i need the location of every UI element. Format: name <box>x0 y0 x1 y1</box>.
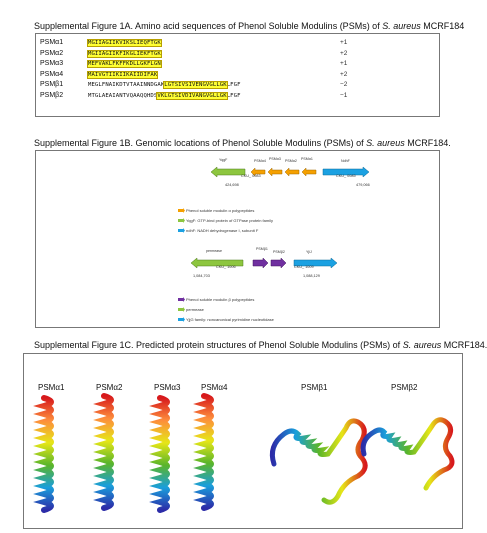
net-charge: +1 <box>340 39 348 46</box>
fig1c-caption-species: S. aureus <box>402 340 442 350</box>
legend-text: Phenol soluble modulin α polypeptides <box>186 208 255 213</box>
sequence-highlight: LGTSIVSIVENGVGLLGK <box>164 82 227 88</box>
legend-item <box>186 228 258 233</box>
psm-name: PSMα1 <box>40 39 64 46</box>
psm-beta2-arrow <box>271 258 286 268</box>
psm-alpha3-arrow <box>268 168 282 176</box>
sequence-highlight: VKLGTSIVDIVANGVGLLGK <box>157 92 227 99</box>
fig1a-caption <box>34 21 464 31</box>
sequence-highlight: MGIIAGIIKFIKGLIEKFTGK <box>88 50 161 57</box>
locus1-gene-label-psma2: PSMα2 <box>285 159 297 163</box>
fig1b-caption-suffix: MCRF184. <box>404 138 451 148</box>
locus2-gene-label-permease: permease <box>206 249 222 253</box>
net-charge: −2 <box>340 81 348 88</box>
fig1a-caption-prefix: Supplemental Figure 1A. Amino acid sequences of Phenol Soluble Modulins (PSMs) of <box>34 21 383 31</box>
net-charge: +2 <box>340 49 348 57</box>
protein-structures <box>24 354 464 530</box>
amino-acid-sequence <box>88 49 161 59</box>
locus1-right-tag: CKU_ 0085 <box>336 174 356 178</box>
fig1c-caption-prefix: Supplemental Figure 1C. Predicted protein structures of Phenol Soluble Modulins (PSMs) of <box>34 340 403 350</box>
locus2-end: 1,088,129 <box>303 274 320 278</box>
psmb1-structure <box>272 421 365 502</box>
locus1-left-tag: CKU_ 0083 <box>241 174 261 178</box>
legend-item <box>186 218 273 223</box>
net-charge: −1 <box>340 91 348 99</box>
locus1-end: 479,066 <box>356 183 370 187</box>
locus2-start: 1,084,703 <box>193 274 210 278</box>
legend-text: permease <box>186 307 204 312</box>
psm-name: PSMα4 <box>40 70 64 78</box>
fig1b-panel <box>35 150 440 328</box>
legend-item <box>186 208 254 213</box>
psm-name: PSMα3 <box>40 60 64 67</box>
structure-label-psmb2: PSMβ2 <box>391 383 418 392</box>
locus2-gene-label-yjij: YjiJ <box>306 250 312 254</box>
psma2-helix <box>104 396 111 508</box>
locus2-right-tag: CKU_ 1009 <box>294 265 314 269</box>
structure-label-psmb1: PSMβ1 <box>301 383 328 392</box>
fig1a-caption-suffix: MCRF184 <box>420 21 465 31</box>
structure-label-psma2: PSMα2 <box>96 383 123 392</box>
fig1b-caption-prefix: Supplemental Figure 1B. Genomic locations of Phenol Soluble Modulins (PSMs) of <box>34 138 367 148</box>
psm-name: PSMβ1 <box>40 81 64 88</box>
fig1b-caption-species: S. aureus <box>366 138 405 148</box>
locus2-gene-label-psmb1: PSMβ1 <box>256 247 268 251</box>
legend-arrow-icon <box>178 228 185 233</box>
legend-text: YqgF: GTP-bind protein of GTPase protein family <box>186 218 274 223</box>
psm-alpha2-arrow <box>285 168 299 176</box>
legend-item <box>186 307 204 312</box>
fig1b-caption <box>34 138 451 148</box>
fig1c-caption-suffix: MCRF184. <box>441 340 487 350</box>
fig1c-panel <box>23 353 463 529</box>
legend-text: Phenol soluble modulin β polypeptides <box>186 297 255 302</box>
psm-name: PSMα2 <box>40 49 64 57</box>
legend-arrow-icon <box>178 297 185 302</box>
legend-text: ndhF: NADH dehydrogenase I, subunit F <box>186 228 259 233</box>
legend-text: YjjG family: noncanonical pyrimidine nucleotidase <box>186 317 274 322</box>
psm-alpha1-arrow <box>302 168 316 176</box>
legend-arrow-icon <box>178 208 185 213</box>
amino-acid-sequence <box>88 80 241 90</box>
fig1a-caption-species: S. aureus <box>382 21 421 31</box>
net-charge: +2 <box>340 70 348 78</box>
amino-acid-sequence <box>88 91 241 101</box>
locus1-gene-label-psma4: PSMα4 <box>254 159 266 163</box>
psma4-helix <box>204 396 211 508</box>
psmb2-structure <box>363 420 452 488</box>
psm-name: PSMβ2 <box>40 91 64 99</box>
fig1c-caption <box>34 340 487 350</box>
locus1-gene-label-ndhf: NdhF <box>341 159 350 163</box>
locus2-gene-map <box>191 255 351 271</box>
sequence-highlight: MAIVGTIIKIIKAIIDIFAK <box>88 71 158 78</box>
locus1-start: 424,698 <box>225 183 239 187</box>
locus1-gene-label-psma3: PSMα3 <box>269 157 281 161</box>
locus2-gene-label-psmb2: PSMβ2 <box>273 250 285 254</box>
yqgf-gene-arrow <box>211 167 245 177</box>
net-charge: +1 <box>340 60 348 67</box>
fig1a-panel <box>35 33 440 117</box>
sequence-prefix: MEGLFNAIKDTVTAAINNDGAK <box>88 82 165 88</box>
sequence-prefix: MTGLAEAIANTVQAAQQHDS <box>88 92 158 99</box>
locus1-gene-label-psma1: PSMα1 <box>301 157 313 161</box>
psm-beta1-arrow <box>253 258 268 268</box>
legend-arrow-icon <box>178 317 185 322</box>
sequence-highlight: MEFVAKLFKFFKDLLGKFLGN <box>88 61 161 67</box>
amino-acid-sequence <box>88 38 161 48</box>
legend-item <box>186 317 274 322</box>
locus1-gene-label-yqgf: YqgF <box>219 158 228 162</box>
amino-acid-sequence <box>88 70 157 80</box>
sequence-highlight: MGIIAGIIKVIKSLIEQFTGK <box>88 40 161 46</box>
structure-label-psma4: PSMα4 <box>201 383 228 392</box>
psma3-helix <box>160 398 167 510</box>
locus2-left-tag: CKU_ 1006 <box>216 265 236 269</box>
legend-item <box>186 297 254 302</box>
legend-arrow-icon <box>178 307 185 312</box>
psma1-helix <box>44 398 51 510</box>
sequence-suffix: LFGF <box>226 82 241 88</box>
structure-label-psma1: PSMα1 <box>38 383 65 392</box>
sequence-suffix: LFGF <box>226 92 241 99</box>
structure-label-psma3: PSMα3 <box>154 383 181 392</box>
amino-acid-sequence <box>88 59 161 69</box>
legend-arrow-icon <box>178 218 185 223</box>
